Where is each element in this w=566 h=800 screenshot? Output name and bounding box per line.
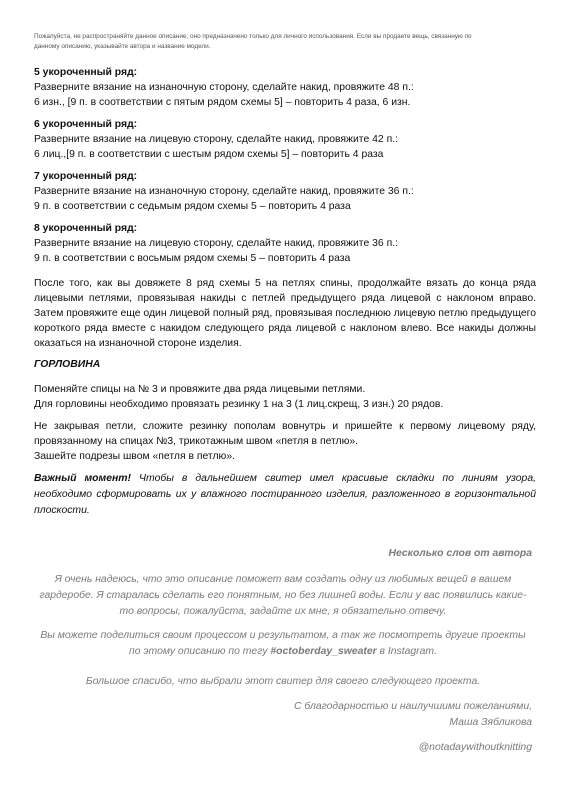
closing-line: С благодарностью и наилучшими пожеланиями, (293, 701, 532, 712)
row-7-block (34, 170, 536, 214)
important-text: Чтобы в дальнейшем свитер имел красивые складки по линиям узора, необходимо сформировать их у влажного постиранного изделия, разложенного в горизонтальной плоскости. (34, 473, 536, 516)
author-closing (294, 699, 532, 731)
row-8-line-1: Разверните вязание на лицевую сторону, сделайте накид, провяжите 36 п.: (34, 238, 398, 249)
row-6-title: 6 укороченный ряд: (34, 119, 138, 130)
neckline-line-3: Зашейте подрезы швом «петля в петлю». (34, 451, 235, 462)
row-7-line-1: Разверните вязание на изнаночную сторону, сделайте накид, провяжите 36 п.: (34, 186, 414, 197)
neckline-finishing (34, 419, 536, 464)
author-paragraph-3: Большое спасибо, что выбрали этот свитер для своего следующего проекта. (85, 676, 481, 687)
row-6-line-2: 6 лиц.,[9 п. в соответствии с шестым рядом схемы 5] – повторить 4 раза (34, 149, 384, 160)
neckline-heading: ГОРЛОВИНА (34, 359, 101, 370)
row-7-line-2: 9 п. в соответствии с седьмым рядом схемы 5 – повторить 4 раза (34, 201, 351, 212)
author-paragraph-2 (34, 628, 532, 660)
important-lead: Важный момент! (34, 473, 131, 484)
author-paragraph-2-end: в Instagram. (376, 646, 437, 657)
author-paragraph-1: Я очень надеюсь, что это описание поможет вам создать одну из любимых вещей в вашем гардеробе. Я старалась сделать его понятным, но без лишней воды. Если у вас появились какие-то вопросы, пожалуйста, задайте их мне, я обязательно отвечу. (39, 574, 527, 617)
disclaimer-line-2: данному описанию, указывайте автора и название модели. (34, 43, 211, 50)
row-6-line-1: Разверните вязание на лицевую сторону, сделайте накид, провяжите 42 п.: (34, 134, 398, 145)
row-5-line-2: 6 изн., [9 п. в соответствии с пятым рядом схемы 5] – повторить 4 раза, 6 изн. (34, 97, 411, 108)
row-5-line-1: Разверните вязание на изнаночную сторону, сделайте накид, провяжите 48 п.: (34, 82, 414, 93)
row-8-block (34, 222, 536, 266)
author-signature: Маша Зябликова (449, 717, 532, 728)
instagram-handle[interactable]: @notadaywithoutknitting (418, 742, 532, 753)
disclaimer (34, 32, 536, 52)
row-6-block (34, 118, 536, 162)
author-paragraph-2-start: Вы можете поделиться своим процессом и результатом, а так же посмотреть другие проекты по этому описанию по тегу (40, 630, 526, 657)
neckline-paragraph-2: Не закрывая петли, сложите резинку пополам вовнутрь и пришейте к первому лицевому ряду, провязанному на спицах №3, трикотажным швом «петля в петлю». (34, 421, 536, 447)
row-8-line-2: 9 п. в соответствии с восьмым рядом схемы 5 – повторить 4 раза (34, 253, 351, 264)
neckline-line-1: Поменяйте спицы на № 3 и провяжите два ряда лицевыми петлями. (34, 384, 366, 395)
neckline-section (34, 358, 536, 372)
neckline-line-2: Для горловины необходимо провязать резинку 1 на 3 (1 лиц.скрещ, 3 изн.) 20 рядов. (34, 399, 444, 410)
important-note (34, 471, 536, 519)
row-5-title: 5 укороченный ряд: (34, 67, 138, 78)
neckline-instructions (34, 382, 536, 412)
disclaimer-line-1: Пожалуйста, не распространяйте данное описание, оно предназначено только для личного использования. Если вы продаете вещь, связанную по (34, 33, 472, 40)
row-8-title: 8 укороченный ряд: (34, 223, 138, 234)
row-7-title: 7 укороченный ряд: (34, 171, 138, 182)
author-section-title: Несколько слов от автора (388, 548, 532, 559)
after-rows-paragraph: После того, как вы довяжете 8 ряд схемы 5 на петлях спины, продолжайте вязать до конца ряда лицевыми петлями, провязывая накиды с петлей предыдущего ряда лицевой с наклоном вправо. Затем провяжите еще один лицевой полный ряд, провязывая последнюю лицевую петлю предыдущего короткого ряда вместе с накидом следующего ряда лицевой с наклоном влево. Все накиды должны оказаться на изнаночной стороне изделия. (34, 278, 536, 349)
instagram-hashtag[interactable]: #octoberday_sweater (270, 646, 377, 657)
row-5-block (34, 66, 536, 110)
